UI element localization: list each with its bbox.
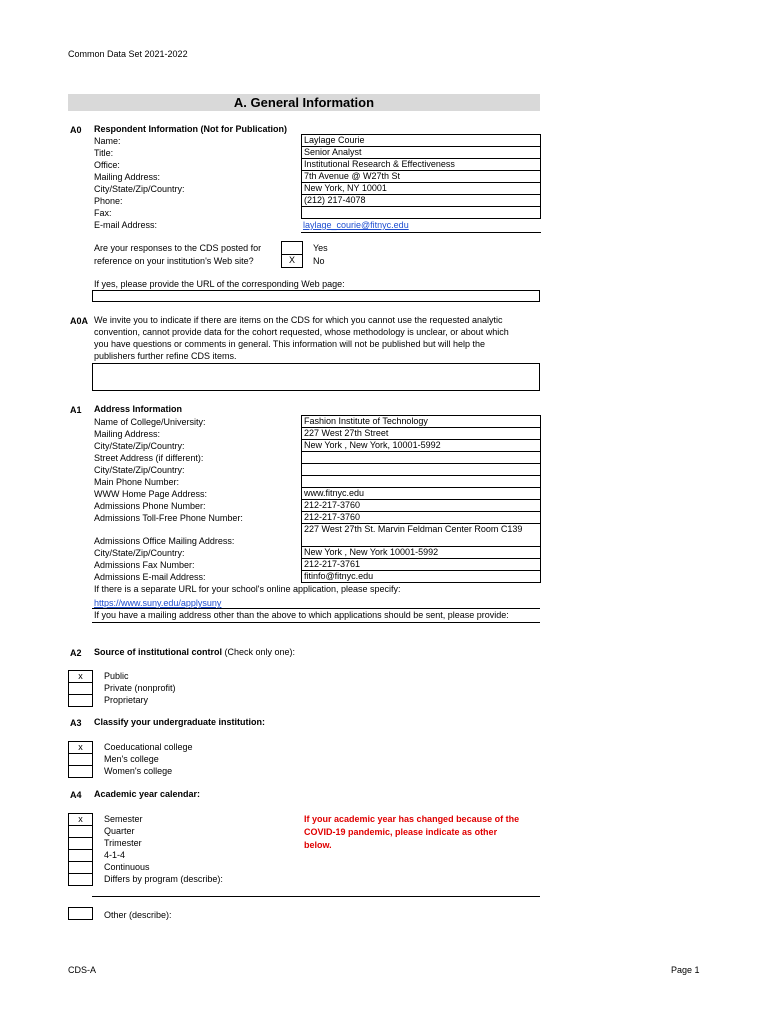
a0-city-field[interactable]: New York, NY 10001 bbox=[301, 182, 541, 195]
a0-label-fax: Fax: bbox=[94, 208, 112, 218]
a1-label-www: WWW Home Page Address: bbox=[94, 489, 208, 499]
a1-www-field[interactable]: www.fitnyc.edu bbox=[301, 487, 541, 500]
a0-phone-field[interactable]: (212) 217-4078 bbox=[301, 194, 541, 207]
a1-online-app-underline bbox=[92, 608, 540, 609]
a4-quarter-label: Quarter bbox=[104, 826, 135, 836]
a4-continuous-label: Continuous bbox=[104, 862, 150, 872]
a4-heading: Academic year calendar: bbox=[94, 789, 201, 799]
a0a-line-2: convention, cannot provide data for the cohort requested, whose methodology is unclear, or about which bbox=[94, 327, 509, 337]
a0-posted-question-1: Are your responses to the CDS posted for bbox=[94, 243, 262, 253]
a0-label-name: Name: bbox=[94, 136, 121, 146]
a4-semester-checkbox[interactable]: x bbox=[68, 813, 93, 826]
a3-coed-checkbox[interactable]: x bbox=[68, 741, 93, 754]
a2-public-checkbox[interactable]: x bbox=[68, 670, 93, 683]
a4-other-label: Other (describe): bbox=[104, 910, 172, 920]
footer-page-number: Page 1 bbox=[671, 965, 700, 975]
a1-other-address-prompt: If you have a mailing address other than the above to which applications should be sent, please provide: bbox=[94, 610, 509, 620]
a0-label-mailing: Mailing Address: bbox=[94, 172, 161, 182]
a1-label-fax: Admissions Fax Number: bbox=[94, 560, 195, 570]
a0-label-title: Title: bbox=[94, 148, 114, 158]
a1-office-mailing-field[interactable]: 227 West 27th St. Marvin Feldman Center Room C139 bbox=[301, 523, 541, 547]
a0-heading: Respondent Information (Not for Publication) bbox=[94, 124, 287, 134]
a0-mailing-field[interactable]: 7th Avenue @ W27th St bbox=[301, 170, 541, 183]
a4-covid-note-3: below. bbox=[304, 840, 332, 850]
a3-mens-label: Men's college bbox=[104, 754, 159, 764]
a4-differs-describe-line[interactable] bbox=[92, 896, 540, 897]
a0-url-field[interactable] bbox=[92, 290, 540, 302]
a1-adm-tollfree-field[interactable]: 212-217-3760 bbox=[301, 511, 541, 524]
a1-label-city-2: City/State/Zip/Country: bbox=[94, 465, 185, 475]
a0-yes-label: Yes bbox=[313, 243, 328, 253]
a1-college-field[interactable]: Fashion Institute of Technology bbox=[301, 415, 541, 428]
a0-office-field[interactable]: Institutional Research & Effectiveness bbox=[301, 158, 541, 171]
a4-covid-note-2: COVID-19 pandemic, please indicate as other bbox=[304, 827, 498, 837]
a1-label-street: Street Address (if different): bbox=[94, 453, 204, 463]
a1-label-adm-tollfree: Admissions Toll-Free Phone Number: bbox=[94, 513, 243, 523]
a0-email-link[interactable]: laylage_courie@fitnyc.edu bbox=[303, 220, 409, 230]
a0-no-label: No bbox=[313, 256, 325, 266]
a3-womens-label: Women's college bbox=[104, 766, 173, 776]
a4-semester-label: Semester bbox=[104, 814, 143, 824]
a1-adm-email-field[interactable]: fitinfo@fitnyc.edu bbox=[301, 570, 541, 583]
a3-womens-checkbox[interactable] bbox=[68, 765, 93, 778]
a2-public-label: Public bbox=[104, 671, 129, 681]
a4-414-label: 4-1-4 bbox=[104, 850, 126, 860]
a0-email-underline bbox=[301, 232, 541, 233]
a1-label-city: City/State/Zip/Country: bbox=[94, 441, 185, 451]
a0-posted-yes-checkbox[interactable] bbox=[281, 241, 303, 255]
a1-label-city-3: City/State/Zip/Country: bbox=[94, 548, 185, 558]
a4-differs-label: Differs by program (describe): bbox=[104, 874, 223, 884]
a1-label-adm-phone: Admissions Phone Number: bbox=[94, 501, 206, 511]
a0a-line-4: publishers further refine CDS items. bbox=[94, 351, 237, 361]
a4-other-checkbox[interactable] bbox=[68, 907, 93, 920]
a4-covid-note-1: If your academic year has changed because of the bbox=[304, 814, 520, 824]
a1-online-app-link[interactable]: https://www.suny.edu/applysuny bbox=[94, 598, 222, 608]
a1-fax-field[interactable]: 212-217-3761 bbox=[301, 558, 541, 571]
a0-label-phone: Phone: bbox=[94, 196, 123, 206]
a0-fax-field[interactable] bbox=[301, 206, 541, 219]
a0a-line-1: We invite you to indicate if there are items on the CDS for which you cannot use the requested analytic bbox=[94, 315, 503, 325]
a2-private-label: Private (nonprofit) bbox=[104, 683, 176, 693]
a0-label-office: Office: bbox=[94, 160, 120, 170]
a0a-code: A0A bbox=[70, 316, 89, 326]
a1-label-office-mailing: Admissions Office Mailing Address: bbox=[94, 536, 235, 546]
a1-other-address-underline bbox=[92, 622, 540, 623]
a0-label-city: City/State/Zip/Country: bbox=[94, 184, 185, 194]
a4-trimester-label: Trimester bbox=[104, 838, 142, 848]
a3-code: A3 bbox=[70, 718, 82, 728]
a1-code: A1 bbox=[70, 405, 82, 415]
a1-city-3-field[interactable]: New York , New York 10001-5992 bbox=[301, 546, 541, 559]
a2-heading: Source of institutional control bbox=[94, 647, 222, 657]
a0-title-field[interactable]: Senior Analyst bbox=[301, 146, 541, 159]
a2-heading-wrap bbox=[94, 647, 295, 657]
document-header: Common Data Set 2021-2022 bbox=[68, 49, 188, 59]
section-title: A. General Information bbox=[68, 94, 540, 111]
a0-code: A0 bbox=[70, 125, 82, 135]
a4-differs-checkbox[interactable] bbox=[68, 873, 93, 886]
a1-mailing-field[interactable]: 227 West 27th Street bbox=[301, 427, 541, 440]
a1-label-mailing: Mailing Address: bbox=[94, 429, 161, 439]
a3-heading: Classify your undergraduate institution: bbox=[94, 717, 266, 727]
a0-url-prompt: If yes, please provide the URL of the corresponding Web page: bbox=[94, 279, 345, 289]
a2-proprietary-checkbox[interactable] bbox=[68, 694, 93, 707]
a0-posted-question-2: reference on your institution's Web site? bbox=[94, 256, 254, 266]
a0-posted-no-checkbox[interactable]: X bbox=[281, 254, 303, 268]
a0a-comments-field[interactable] bbox=[92, 363, 540, 391]
a0-label-email: E-mail Address: bbox=[94, 220, 158, 230]
a1-label-college: Name of College/University: bbox=[94, 417, 206, 427]
a2-code: A2 bbox=[70, 648, 82, 658]
a2-heading-note: (Check only one): bbox=[224, 647, 296, 657]
a3-coed-label: Coeducational college bbox=[104, 742, 193, 752]
footer-left: CDS-A bbox=[68, 965, 97, 975]
a2-proprietary-label: Proprietary bbox=[104, 695, 149, 705]
a1-label-main-phone: Main Phone Number: bbox=[94, 477, 180, 487]
a1-city-field[interactable]: New York , New York, 10001-5992 bbox=[301, 439, 541, 452]
a0-name-field[interactable]: Laylage Courie bbox=[301, 134, 541, 147]
a1-online-app-prompt: If there is a separate URL for your school's online application, please specify: bbox=[94, 584, 401, 594]
a1-adm-phone-field[interactable]: 212-217-3760 bbox=[301, 499, 541, 512]
a4-code: A4 bbox=[70, 790, 82, 800]
a1-heading: Address Information bbox=[94, 404, 183, 414]
a0a-line-3: you have questions or comments in general. This information will not be published but will help the bbox=[94, 339, 486, 349]
a1-label-adm-email: Admissions E-mail Address: bbox=[94, 572, 206, 582]
